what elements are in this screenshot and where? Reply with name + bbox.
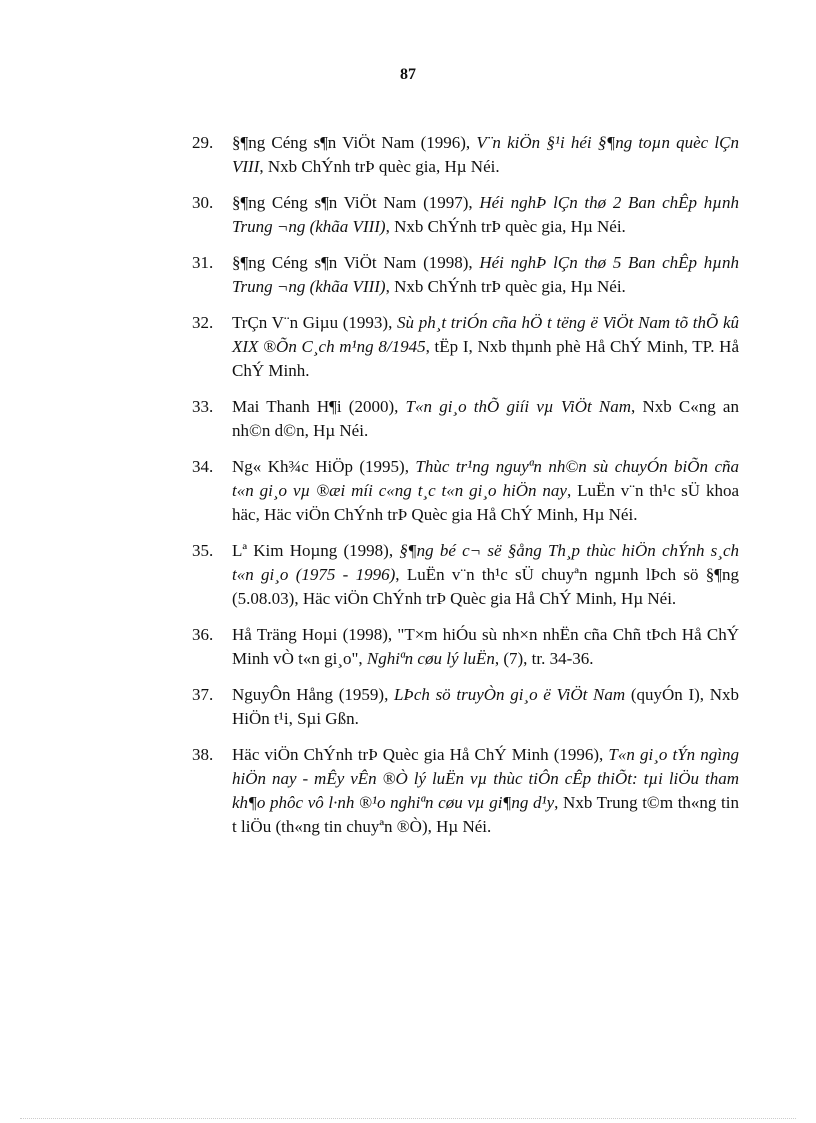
- reference-author: Lª Kim Hoµng (1998),: [232, 541, 400, 560]
- reference-title: §¶ng bé c¬ së §ång Th¸p thùc hiÖn chÝnh s¸ch t«n gi¸o (1975 - 1996): [232, 541, 739, 584]
- reference-number: 36.: [192, 625, 214, 644]
- reference-item: [155, 311, 739, 383]
- reference-publisher: , Nxb ChÝnh trÞ quèc gia, Hµ Néi.: [385, 277, 626, 296]
- reference-number: 31.: [192, 253, 214, 272]
- reference-author: NguyÔn Hång (1959),: [232, 685, 394, 704]
- reference-publisher: , LuËn v¨n th¹c sÜ chuyªn ngµnh lÞch sö §¶ng (5.08.03), Häc viÖn ChÝnh trÞ Quèc gia Hå ChÝ Minh, Hµ Néi.: [232, 565, 740, 608]
- reference-item: [155, 539, 739, 611]
- reference-number: 29.: [192, 133, 214, 152]
- reference-item: [155, 455, 739, 527]
- reference-item: [155, 191, 739, 239]
- reference-author: Mai Thanh H¶i (2000),: [232, 397, 406, 416]
- reference-publisher: , (7), tr. 34-36.: [494, 649, 594, 668]
- reference-title: Héi nghÞ lÇn thø 5 Ban chÊp hµnh Trung ¬ng (khãa VIII): [232, 253, 739, 296]
- reference-title: V¨n kiÖn §¹i héi §¶ng toµn quèc lÇn VIII: [232, 133, 739, 176]
- reference-item: [155, 743, 739, 839]
- reference-publisher: , LuËn v¨n th¹c sÜ khoa häc, Häc viÖn ChÝnh trÞ Quèc gia Hå ChÝ Minh, Hµ Néi.: [232, 481, 739, 524]
- reference-item: [155, 683, 739, 731]
- reference-title: LÞch sö truyÒn gi¸o ë ViÖt Nam: [394, 685, 626, 704]
- reference-publisher: , tËp I, Nxb thµnh phè Hå ChÝ Minh, TP. Hå ChÝ Minh.: [232, 337, 740, 380]
- reference-list: [155, 131, 739, 851]
- reference-item: [155, 623, 739, 671]
- reference-item: [155, 395, 739, 443]
- reference-publisher: , Nxb C«ng an nh©n d©n, Hµ Néi.: [232, 397, 739, 440]
- reference-title: Nghiªn cøu lý luËn: [366, 649, 495, 668]
- reference-publisher: , Nxb ChÝnh trÞ quèc gia, Hµ Néi.: [259, 157, 500, 176]
- reference-title: Thùc tr¹ng nguyªn nh©n sù chuyÓn biÕn cña t«n gi¸o vµ ®æi míi c«ng t¸c t«n gi¸o hiÖn nay: [232, 457, 739, 500]
- reference-author: §¶ng Céng s¶n ViÖt Nam (1996),: [232, 133, 477, 152]
- reference-author: §¶ng Céng s¶n ViÖt Nam (1997),: [232, 193, 480, 212]
- reference-number: 33.: [192, 397, 214, 416]
- reference-author: TrÇn V¨n Giµu (1993),: [232, 313, 398, 332]
- reference-title: T«n gi¸o thÕ giíi vµ ViÖt Nam: [405, 397, 631, 416]
- reference-author: Hå Träng Hoµi (1998), "T×m hiÓu sù nh×n nhËn cña Chñ tÞch Hå ChÝ Minh vÒ t«n gi¸o",: [232, 625, 739, 668]
- reference-number: 38.: [192, 745, 214, 764]
- page-number: 87: [400, 66, 416, 83]
- reference-number: 34.: [192, 457, 214, 476]
- reference-publisher: , Nxb Trung t©m th«ng tin t liÖu (th«ng tin chuyªn ®Ò), Hµ Néi.: [232, 793, 739, 836]
- reference-title: Héi nghÞ lÇn thø 2 Ban chÊp hµnh Trung ¬ng (khãa VIII): [232, 193, 739, 236]
- reference-author: Häc viÖn ChÝnh trÞ Quèc gia Hå ChÝ Minh (1996),: [232, 745, 609, 764]
- page-bottom-divider: [20, 1118, 796, 1119]
- reference-item: [155, 251, 739, 299]
- reference-item: [155, 131, 739, 179]
- reference-author: §¶ng Céng s¶n ViÖt Nam (1998),: [232, 253, 480, 272]
- reference-author: Ng« Kh¾c HiÖp (1995),: [232, 457, 416, 476]
- reference-number: 37.: [192, 685, 214, 704]
- reference-title: T«n gi¸o tÝn ngìng hiÖn nay - mÊy vÊn ®Ò lý luËn vµ thùc tiÔn cÊp thiÕt: tµi liÖu tham kh¶o phôc vô l·nh ®¹o nghiªn cøu vµ gi¶ng d¹y: [232, 745, 739, 812]
- reference-number: 35.: [192, 541, 214, 560]
- reference-publisher: (quyÓn I), Nxb HiÖn t¹i, Sµi Gßn.: [232, 685, 739, 728]
- reference-publisher: , Nxb ChÝnh trÞ quèc gia, Hµ Néi.: [385, 217, 626, 236]
- reference-number: 32.: [192, 313, 214, 332]
- reference-number: 30.: [192, 193, 214, 212]
- reference-title: Sù ph¸t triÓn cña hÖ t tëng ë ViÖt Nam tõ thÕ kû XIX ®Õn C¸ch m¹ng 8/1945: [232, 313, 739, 356]
